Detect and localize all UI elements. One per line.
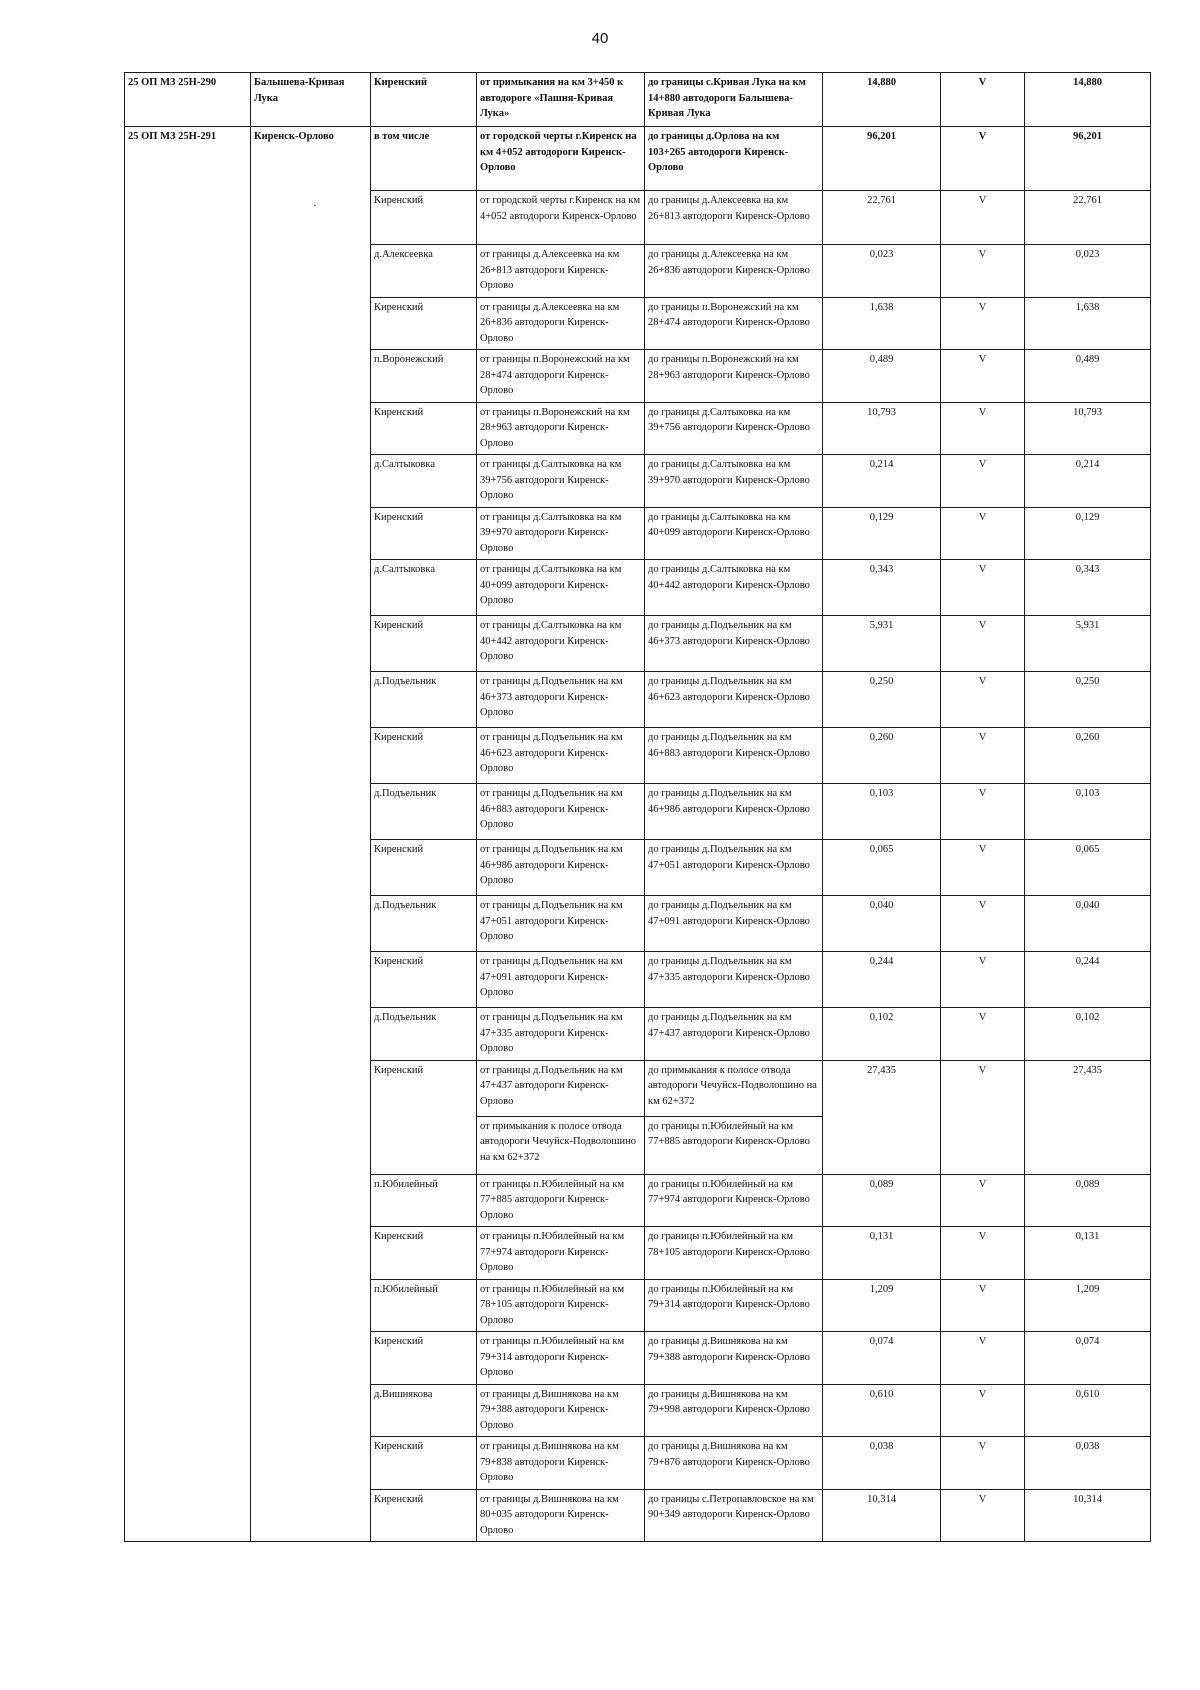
from-cell: от городской черты г.Киренск на км 4+052 автодороги Киренск-Орлово: [477, 191, 645, 245]
length-total-cell: 0,260: [1025, 728, 1151, 784]
from-cell: от границы п.Юбилейный на км 77+974 автодороги Киренск-Орлово: [477, 1227, 645, 1280]
length-total-cell: 0,103: [1025, 784, 1151, 840]
length-total-cell: 0,214: [1025, 455, 1151, 508]
to-cell: до границы с.Петропавловское на км 90+349 автодороги Киренск-Орлово: [645, 1489, 823, 1542]
category-cell: V: [941, 616, 1025, 672]
to-cell: до границы д.Подъельник на км 46+373 автодороги Киренск-Орлово: [645, 616, 823, 672]
length-total-cell: 14,880: [1025, 73, 1151, 127]
from-cell: от городской черты г.Киренск на км 4+052 автодороги Киренск-Орлово: [477, 127, 645, 191]
length-cell: 1,209: [823, 1279, 941, 1332]
district-cell: д.Подъельник: [371, 1008, 477, 1061]
district-cell: д.Вишнякова: [371, 1384, 477, 1437]
category-cell: V: [941, 672, 1025, 728]
district-cell: Киренский: [371, 1489, 477, 1542]
length-cell: 10,314: [823, 1489, 941, 1542]
category-cell: V: [941, 784, 1025, 840]
length-cell: 0,103: [823, 784, 941, 840]
category-cell: V: [941, 896, 1025, 952]
length-cell: 0,074: [823, 1332, 941, 1385]
length-total-cell: 1,209: [1025, 1279, 1151, 1332]
category-cell: V: [941, 952, 1025, 1008]
from-cell: от границы д.Подъельник на км 46+986 автодороги Киренск-Орлово: [477, 840, 645, 896]
category-cell: V: [941, 1489, 1025, 1542]
district-cell: д.Салтыковка: [371, 560, 477, 616]
from-cell: от границы д.Вишнякова на км 80+035 автодороги Киренск-Орлово: [477, 1489, 645, 1542]
to-cell: до границы д.Салтыковка на км 39+970 автодороги Киренск-Орлово: [645, 455, 823, 508]
length-cell: 0,214: [823, 455, 941, 508]
length-total-cell: 0,089: [1025, 1174, 1151, 1227]
category-cell: V: [941, 1437, 1025, 1490]
from-cell: от границы д.Алексеевка на км 26+836 автодороги Киренск-Орлово: [477, 297, 645, 350]
district-cell: д.Подъельник: [371, 896, 477, 952]
from-cell: от границы д.Вишнякова на км 79+388 автодороги Киренск-Орлово: [477, 1384, 645, 1437]
to-cell: до границы д.Подъельник на км 47+437 автодороги Киренск-Орлово: [645, 1008, 823, 1061]
to-cell: до границы д.Салтыковка на км 40+442 автодороги Киренск-Орлово: [645, 560, 823, 616]
to-cell: до границы д.Подъельник на км 46+883 автодороги Киренск-Орлово: [645, 728, 823, 784]
from-cell: от границы д.Подъельник на км 46+623 автодороги Киренск-Орлово: [477, 728, 645, 784]
category-cell: V: [941, 1060, 1025, 1174]
district-cell: п.Воронежский: [371, 350, 477, 403]
length-cell: 0,040: [823, 896, 941, 952]
district-cell: Киренский: [371, 402, 477, 455]
from-cell: от примыкания на км 3+450 к автодороге «Пашня-Кривая Лука»: [477, 73, 645, 127]
category-cell: V: [941, 840, 1025, 896]
district-cell: Киренский: [371, 840, 477, 896]
category-cell: V: [941, 127, 1025, 191]
from-cell: от границы д.Салтыковка на км 40+099 автодороги Киренск-Орлово: [477, 560, 645, 616]
from-cell: от границы д.Подъельник на км 47+335 автодороги Киренск-Орлово: [477, 1008, 645, 1061]
district-cell: в том числе: [371, 127, 477, 191]
length-total-cell: 0,244: [1025, 952, 1151, 1008]
district-cell: Киренский: [371, 297, 477, 350]
length-total-cell: 5,931: [1025, 616, 1151, 672]
to-cell: до границы д.Орлова на км 103+265 автодороги Киренск-Орлово: [645, 127, 823, 191]
district-cell: Киренский: [371, 1437, 477, 1490]
road-row-290: [125, 73, 1151, 127]
to-cell: до границы п.Воронежский на км 28+963 автодороги Киренск-Орлово: [645, 350, 823, 403]
length-cell: 22,761: [823, 191, 941, 245]
category-cell: V: [941, 350, 1025, 403]
from-cell: от границы д.Подъельник на км 46+373 автодороги Киренск-Орлово: [477, 672, 645, 728]
district-cell: Киренский: [371, 616, 477, 672]
district-cell: д.Салтыковка: [371, 455, 477, 508]
length-total-cell: 0,129: [1025, 507, 1151, 560]
district-cell: п.Юбилейный: [371, 1174, 477, 1227]
category-cell: V: [941, 297, 1025, 350]
road-name-text: Киренск-Орлово: [254, 131, 334, 142]
district-cell: п.Юбилейный: [371, 1279, 477, 1332]
from-cell: от границы д.Подъельник на км 47+091 автодороги Киренск-Орлово: [477, 952, 645, 1008]
district-cell: Киренский: [371, 73, 477, 127]
length-total-cell: 0,038: [1025, 1437, 1151, 1490]
from-cell: от границы д.Подъельник на км 47+051 автодороги Киренск-Орлово: [477, 896, 645, 952]
length-cell: 0,129: [823, 507, 941, 560]
length-total-cell: 0,065: [1025, 840, 1151, 896]
road-name: Балышева-Кривая Лука: [251, 73, 371, 127]
length-cell: 10,793: [823, 402, 941, 455]
to-cell: до границы д.Подъельник на км 47+091 автодороги Киренск-Орлово: [645, 896, 823, 952]
district-cell: Киренский: [371, 1332, 477, 1385]
from-cell: от границы д.Салтыковка на км 40+442 автодороги Киренск-Орлово: [477, 616, 645, 672]
from-cell: от границы д.Алексеевка на км 26+813 автодороги Киренск-Орлово: [477, 245, 645, 298]
to-cell: до границы д.Салтыковка на км 40+099 автодороги Киренск-Орлово: [645, 507, 823, 560]
road-code: 25 ОП МЗ 25Н-290: [125, 73, 251, 127]
length-cell: 27,435: [823, 1060, 941, 1174]
category-cell: V: [941, 1332, 1025, 1385]
category-cell: V: [941, 1279, 1025, 1332]
length-cell: 0,610: [823, 1384, 941, 1437]
length-cell: 14,880: [823, 73, 941, 127]
district-cell: Киренский: [371, 728, 477, 784]
to-cell: до границы д.Подъельник на км 47+335 автодороги Киренск-Орлово: [645, 952, 823, 1008]
length-total-cell: 96,201: [1025, 127, 1151, 191]
from-cell: от границы п.Воронежский на км 28+963 автодороги Киренск-Орлово: [477, 402, 645, 455]
category-cell: V: [941, 560, 1025, 616]
page-number: 40: [591, 30, 609, 47]
to-cell: до границы д.Подъельник на км 46+623 автодороги Киренск-Орлово: [645, 672, 823, 728]
length-cell: 1,638: [823, 297, 941, 350]
from-cell: от границы п.Юбилейный на км 77+885 автодороги Киренск-Орлово: [477, 1174, 645, 1227]
from-cell: от границы п.Юбилейный на км 79+314 автодороги Киренск-Орлово: [477, 1332, 645, 1385]
road-row-291: [125, 127, 1151, 191]
length-total-cell: 10,314: [1025, 1489, 1151, 1542]
category-cell: V: [941, 1174, 1025, 1227]
from-cell: от границы п.Воронежский на км 28+474 автодороги Киренск-Орлово: [477, 350, 645, 403]
from-cell: от границы п.Юбилейный на км 78+105 автодороги Киренск-Орлово: [477, 1279, 645, 1332]
length-cell: 0,065: [823, 840, 941, 896]
length-cell: 0,260: [823, 728, 941, 784]
length-total-cell: 0,131: [1025, 1227, 1151, 1280]
district-cell: Киренский: [371, 507, 477, 560]
from-cell: от границы д.Салтыковка на км 39+970 автодороги Киренск-Орлово: [477, 507, 645, 560]
district-cell: д.Подъельник: [371, 672, 477, 728]
category-cell: V: [941, 191, 1025, 245]
to-cell: до границы п.Юбилейный на км 77+974 автодороги Киренск-Орлово: [645, 1174, 823, 1227]
length-cell: 0,343: [823, 560, 941, 616]
to-cell: до границы п.Юбилейный на км 78+105 автодороги Киренск-Орлово: [645, 1227, 823, 1280]
length-cell: 0,244: [823, 952, 941, 1008]
length-cell: 96,201: [823, 127, 941, 191]
category-cell: V: [941, 728, 1025, 784]
length-total-cell: 10,793: [1025, 402, 1151, 455]
category-cell: V: [941, 73, 1025, 127]
length-cell: 0,131: [823, 1227, 941, 1280]
length-total-cell: 27,435: [1025, 1060, 1151, 1174]
length-cell: 0,089: [823, 1174, 941, 1227]
length-cell: 5,931: [823, 616, 941, 672]
district-cell: Киренский: [371, 952, 477, 1008]
to-cell: до границы д.Салтыковка на км 39+756 автодороги Киренск-Орлово: [645, 402, 823, 455]
length-cell: 0,038: [823, 1437, 941, 1490]
category-cell: V: [941, 455, 1025, 508]
length-total-cell: 0,102: [1025, 1008, 1151, 1061]
length-total-cell: 0,343: [1025, 560, 1151, 616]
length-cell: 0,250: [823, 672, 941, 728]
length-cell: 0,489: [823, 350, 941, 403]
length-total-cell: 0,074: [1025, 1332, 1151, 1385]
length-total-cell: 1,638: [1025, 297, 1151, 350]
district-cell: Киренский: [371, 1227, 477, 1280]
district-cell: Киренский: [371, 1060, 477, 1174]
category-cell: V: [941, 245, 1025, 298]
length-cell: 0,023: [823, 245, 941, 298]
length-total-cell: 22,761: [1025, 191, 1151, 245]
category-cell: V: [941, 1384, 1025, 1437]
district-cell: д.Подъельник: [371, 784, 477, 840]
to-cell: до границы д.Вишнякова на км 79+388 автодороги Киренск-Орлово: [645, 1332, 823, 1385]
category-cell: V: [941, 402, 1025, 455]
from-cell: от границы д.Салтыковка на км 39+756 автодороги Киренск-Орлово: [477, 455, 645, 508]
from-cell: от границы д.Вишнякова на км 79+838 автодороги Киренск-Орлово: [477, 1437, 645, 1490]
roads-table: [124, 72, 1151, 1542]
to-cell: до примыкания к полосе отвода автодороги Чечуйск-Подволошино на км 62+372: [645, 1060, 823, 1116]
stray-dot: ·: [313, 201, 317, 212]
district-cell: Киренский: [371, 191, 477, 245]
district-cell: д.Алексеевка: [371, 245, 477, 298]
to-cell: до границы п.Юбилейный на км 77+885 автодороги Киренск-Орлово: [645, 1116, 823, 1174]
length-total-cell: 0,610: [1025, 1384, 1151, 1437]
category-cell: V: [941, 507, 1025, 560]
length-total-cell: 0,250: [1025, 672, 1151, 728]
from-cell: от границы д.Подъельник на км 47+437 автодороги Киренск-Орлово: [477, 1060, 645, 1116]
length-cell: 0,102: [823, 1008, 941, 1061]
road-name: [251, 127, 371, 1542]
to-cell: до границы д.Вишнякова на км 79+876 автодороги Киренск-Орлово: [645, 1437, 823, 1490]
category-cell: V: [941, 1008, 1025, 1061]
category-cell: V: [941, 1227, 1025, 1280]
to-cell: до границы д.Подъельник на км 47+051 автодороги Киренск-Орлово: [645, 840, 823, 896]
length-total-cell: 0,023: [1025, 245, 1151, 298]
to-cell: до границы п.Воронежский на км 28+474 автодороги Киренск-Орлово: [645, 297, 823, 350]
to-cell: до границы д.Подъельник на км 46+986 автодороги Киренск-Орлово: [645, 784, 823, 840]
road-code: 25 ОП МЗ 25Н-291: [125, 127, 251, 1542]
to-cell: до границы д.Алексеевка на км 26+836 автодороги Киренск-Орлово: [645, 245, 823, 298]
to-cell: до границы д.Алексеевка на км 26+813 автодороги Киренск-Орлово: [645, 191, 823, 245]
from-cell: от примыкания к полосе отвода автодороги Чечуйск-Подволошино на км 62+372: [477, 1116, 645, 1174]
to-cell: до границы д.Вишнякова на км 79+998 автодороги Киренск-Орлово: [645, 1384, 823, 1437]
to-cell: до границы с.Кривая Лука на км 14+880 автодороги Балышева-Кривая Лука: [645, 73, 823, 127]
length-total-cell: 0,040: [1025, 896, 1151, 952]
length-total-cell: 0,489: [1025, 350, 1151, 403]
from-cell: от границы д.Подъельник на км 46+883 автодороги Киренск-Орлово: [477, 784, 645, 840]
to-cell: до границы п.Юбилейный на км 79+314 автодороги Киренск-Орлово: [645, 1279, 823, 1332]
